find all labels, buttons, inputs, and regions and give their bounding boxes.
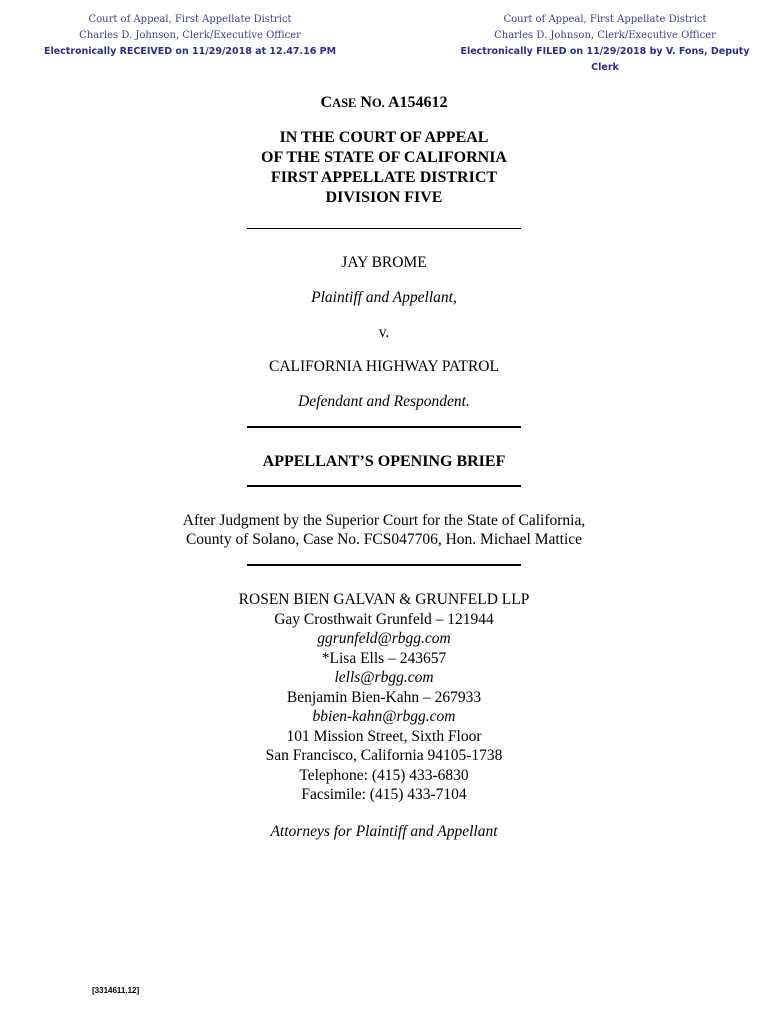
defendant-name: CALIFORNIA HIGHWAY PATROL (269, 358, 499, 375)
court-heading (0, 128, 768, 208)
plaintiff-name: JAY BROME (341, 254, 427, 271)
filed-stamp (455, 12, 755, 76)
case-label-ase: ASE (332, 96, 357, 110)
attorneys-for: Attorneys for Plaintiff and Appellant (270, 823, 498, 840)
received-stamp-date: Electronically RECEIVED on 11/29/2018 at 12.47.16 PM (43, 46, 337, 57)
firm-name: ROSEN BIEN GALVAN & GRUNFELD LLP (238, 591, 530, 608)
judgment-line-2: County of Solano, Case No. FCS047706, Hon. Michael Mattice (185, 531, 583, 548)
court-line-1: IN THE COURT OF APPEAL (279, 129, 489, 146)
document-id: [3314611.12] (92, 986, 140, 995)
brief-title: APPELLANT’S OPENING BRIEF (262, 453, 506, 470)
facsimile: Facsimile: (415) 433-7104 (301, 786, 467, 803)
judgment-line-1: After Judgment by the Superior Court for the State of California, (182, 512, 586, 529)
telephone: Telephone: (415) 433-6830 (299, 766, 469, 784)
received-stamp-court: Court of Appeal, First Appellate District (88, 14, 292, 25)
court-line-3: FIRST APPELLATE DISTRICT (270, 169, 498, 186)
case-label-n: N (360, 94, 372, 111)
case-number (0, 94, 768, 112)
email-grunfeld: ggrunfeld@rbgg.com (317, 630, 451, 647)
filed-stamp-date: Electronically FILED on 11/29/2018 by V. Fons, Deputy Clerk (460, 46, 750, 73)
divider-4 (247, 564, 521, 566)
filed-stamp-court: Court of Appeal, First Appellate District (503, 14, 707, 25)
received-stamp-clerk: Charles D. Johnson, Clerk/Executive Officer (79, 30, 301, 41)
divider-3 (247, 485, 521, 487)
attorney-grunfeld: Gay Crosthwait Grunfeld – 121944 (274, 610, 494, 628)
email-ells: lells@rbgg.com (334, 669, 434, 686)
divider-1 (247, 228, 521, 229)
defendant-role: Defendant and Respondent. (298, 393, 470, 410)
plaintiff-role: Plaintiff and Appellant, (311, 289, 457, 306)
case-number-value: A154612 (387, 94, 448, 111)
case-label-o: O. (371, 96, 385, 110)
filed-stamp-clerk: Charles D. Johnson, Clerk/Executive Officer (494, 30, 716, 41)
divider-2 (247, 426, 521, 428)
attorney-bien-kahn: Benjamin Bien-Kahn – 267933 (286, 688, 482, 706)
received-stamp (40, 12, 340, 60)
city-address: San Francisco, California 94105-1738 (265, 747, 503, 764)
counsel-block (0, 590, 768, 805)
email-bien-kahn: bbien-kahn@rbgg.com (312, 708, 456, 725)
street-address: 101 Mission Street, Sixth Floor (286, 727, 482, 745)
attorney-ells: *Lisa Ells – 243657 (321, 649, 447, 667)
versus: v. (378, 324, 390, 341)
court-line-4: DIVISION FIVE (325, 189, 443, 206)
case-label-c: C (320, 94, 333, 111)
court-line-2: OF THE STATE OF CALIFORNIA (261, 149, 507, 166)
